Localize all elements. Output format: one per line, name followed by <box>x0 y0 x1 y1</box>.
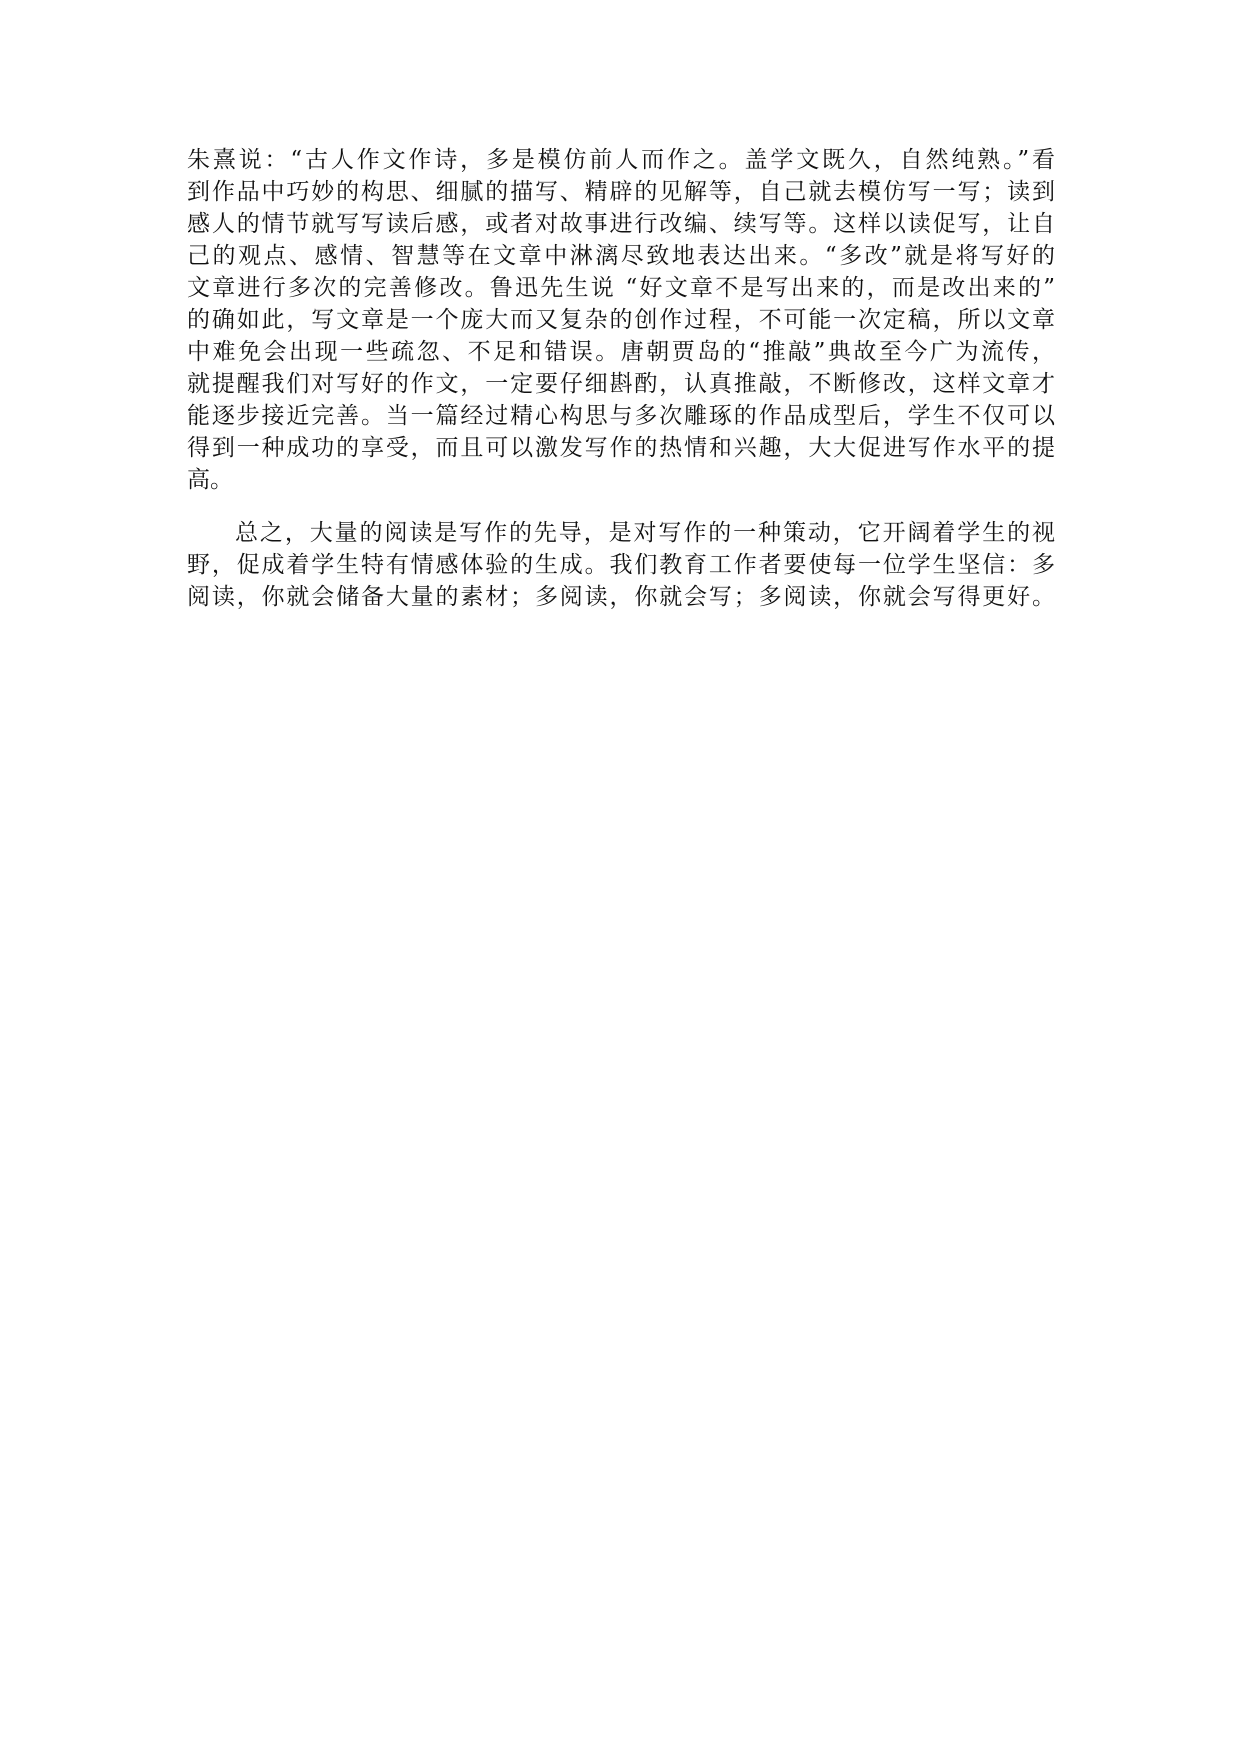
text-line: 感人的情节就写写读后感，或者对故事进行改编、续写等。这样以读促写，让自 <box>187 211 1055 237</box>
document-body <box>187 144 1055 613</box>
text-line: 能逐步接近完善。当一篇经过精心构思与多次雕琢的作品成型后，学生不仅可以 <box>187 403 1055 429</box>
text-line: 朱熹说：“古人作文作诗，多是模仿前人而作之。盖学文既久，自然纯熟。”看 <box>187 147 1055 173</box>
text-line: 的确如此，写文章是一个庞大而又复杂的创作过程，不可能一次定稿，所以文章 <box>187 307 1055 333</box>
text-line: 总之，大量的阅读是写作的先导，是对写作的一种策动，它开阔着学生的视 <box>235 520 1055 546</box>
text-line: 得到一种成功的享受，而且可以激发写作的热情和兴趣，大大促进写作水平的提 <box>187 435 1055 461</box>
text-line: 中难免会出现一些疏忽、不足和错误。唐朝贾岛的“推敲”典故至今广为流传， <box>187 339 1055 365</box>
text-line: 高。 <box>187 467 233 493</box>
paragraph-reading-writing <box>187 144 1055 496</box>
paragraph-conclusion <box>187 517 1055 613</box>
text-line: 阅读，你就会储备大量的素材；多阅读，你就会写；多阅读，你就会写得更好。 <box>187 584 1055 610</box>
text-line: 到作品中巧妙的构思、细腻的描写、精辟的见解等，自己就去模仿写一写；读到 <box>187 179 1055 205</box>
text-line: 就提醒我们对写好的作文，一定要仔细斟酌，认真推敲，不断修改，这样文章才 <box>187 371 1055 397</box>
text-line: 野，促成着学生特有情感体验的生成。我们教育工作者要使每一位学生坚信：多 <box>187 552 1055 578</box>
text-line: 文章进行多次的完善修改。鲁迅先生说 “好文章不是写出来的，而是改出来的” <box>187 275 1055 301</box>
text-line: 己的观点、感情、智慧等在文章中淋漓尽致地表达出来。“多改”就是将写好的 <box>187 243 1055 269</box>
